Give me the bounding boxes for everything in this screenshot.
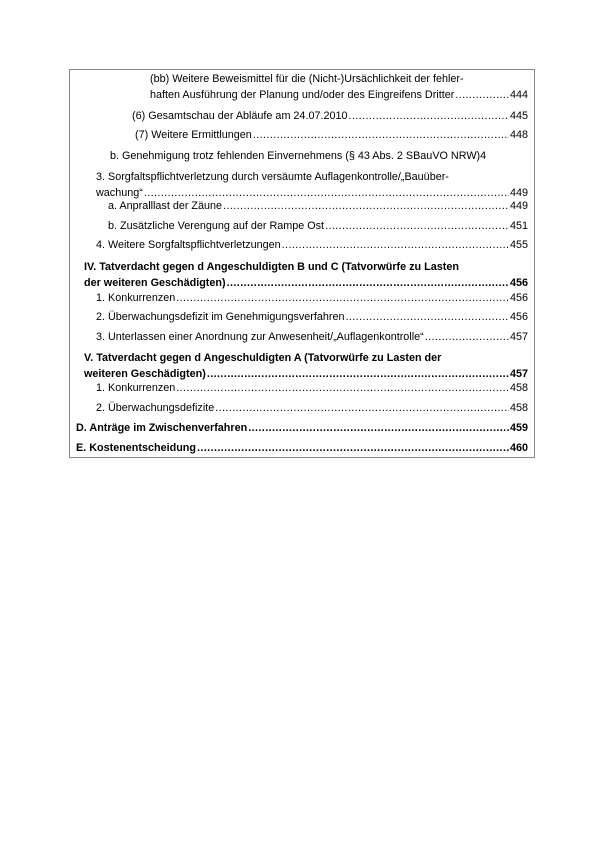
toc-entry[interactable] [132, 108, 528, 124]
toc-entry[interactable] [96, 400, 528, 416]
toc-entry[interactable] [135, 127, 528, 143]
toc-page-number: 4 [480, 150, 487, 162]
toc-entry-text: a. Anpralllast der Zäune [108, 200, 223, 212]
toc-page-number: 457 [509, 368, 528, 380]
toc-entry[interactable] [96, 169, 528, 201]
toc-page-number: 448 [509, 129, 528, 141]
toc-entry-text: (7) Weitere Ermittlungen [135, 129, 252, 141]
dot-leader [282, 237, 509, 253]
dot-leader [176, 380, 509, 396]
toc-entry[interactable] [84, 259, 528, 291]
toc-entry-text: b. Genehmigung trotz fehlenden Einvernehmens (§ 43 Abs. 2 SBauVO NRW) [110, 150, 481, 162]
dot-leader [248, 420, 509, 436]
toc-page-number: 449 [509, 187, 528, 199]
dot-leader [455, 87, 509, 103]
toc-entry-text: 2. Überwachungsdefizite [96, 402, 215, 414]
dot-leader [345, 309, 509, 325]
toc-entry-text: E. Kostenentscheidung [76, 442, 196, 454]
dot-leader [325, 218, 509, 234]
toc-page-number: 456 [509, 292, 528, 304]
toc-entry-text: 1. Konkurrenzen [96, 382, 176, 394]
toc-entry[interactable] [108, 218, 528, 234]
toc-entry[interactable] [108, 198, 528, 214]
dot-leader [223, 198, 509, 214]
toc-entry[interactable] [150, 71, 528, 103]
toc-entry[interactable] [84, 350, 528, 382]
toc-page-number: 458 [509, 382, 528, 394]
toc-entry-text: der weiteren Geschädigten) [84, 277, 226, 289]
toc-page-number: 457 [509, 331, 528, 343]
toc-entry-text: 1. Konkurrenzen [96, 292, 176, 304]
dot-leader [197, 440, 509, 456]
toc-page-number: 455 [509, 239, 528, 251]
toc-entry[interactable] [110, 148, 534, 164]
dot-leader [227, 275, 509, 291]
toc-page-number: 451 [509, 220, 528, 232]
toc-entry-text: wachung“ [96, 187, 143, 199]
dot-leader [253, 127, 509, 143]
toc-entry-text: weiteren Geschädigten) [84, 368, 206, 380]
toc-entry-text: 3. Unterlassen einer Anordnung zur Anwesenheit/„Auflagenkontrolle“ [96, 331, 424, 343]
toc-page-number: 460 [509, 442, 528, 454]
toc-entry[interactable] [96, 290, 528, 306]
toc-page-number: 456 [509, 311, 528, 323]
dot-leader [425, 329, 509, 345]
toc-page-number: 456 [509, 277, 528, 289]
toc-entry[interactable] [96, 380, 528, 396]
dot-leader [348, 108, 509, 124]
toc-entry[interactable] [76, 420, 528, 436]
toc-entry-text: 2. Überwachungsdefizit im Genehmigungsverfahren [96, 311, 345, 323]
toc-page-number: 445 [509, 110, 528, 122]
toc-page-number: 459 [509, 422, 528, 434]
toc-entry-text: (6) Gesamtschau der Abläufe am 24.07.2010 [132, 110, 348, 122]
toc-entry-text: b. Zusätzliche Verengung auf der Rampe Ost [108, 220, 325, 232]
toc-entry[interactable] [96, 329, 528, 345]
toc-page-number: 458 [509, 402, 528, 414]
toc-entry-text: V. Tatverdacht gegen d Angeschuldigten A (Tatvorwürfe zu Lasten der [84, 352, 442, 364]
toc-entry-text: haften Ausführung der Planung und/oder des Eingreifens Dritter [150, 89, 455, 101]
dot-leader [176, 290, 509, 306]
toc-page-number: 444 [509, 89, 528, 101]
toc-page-number: 449 [509, 200, 528, 212]
toc-entry-text: 4. Weitere Sorgfaltspflichtverletzungen [96, 239, 281, 251]
toc-entry[interactable] [96, 309, 528, 325]
toc-entry-text: 3. Sorgfaltspflichtverletzung durch versäumte Auflagenkontrolle/„Bauüber- [96, 171, 449, 183]
toc-entry[interactable] [76, 440, 528, 456]
dot-leader [215, 400, 509, 416]
toc-entry[interactable] [96, 237, 528, 253]
toc-entry-text: IV. Tatverdacht gegen d Angeschuldigten B und C (Tatvorwürfe zu Lasten [84, 261, 459, 273]
toc-entry-text: (bb) Weitere Beweismittel für die (Nicht-)Ursächlichkeit der fehler- [150, 73, 464, 85]
table-of-contents [69, 69, 535, 458]
toc-entry-text: D. Anträge im Zwischenverfahren [76, 422, 248, 434]
